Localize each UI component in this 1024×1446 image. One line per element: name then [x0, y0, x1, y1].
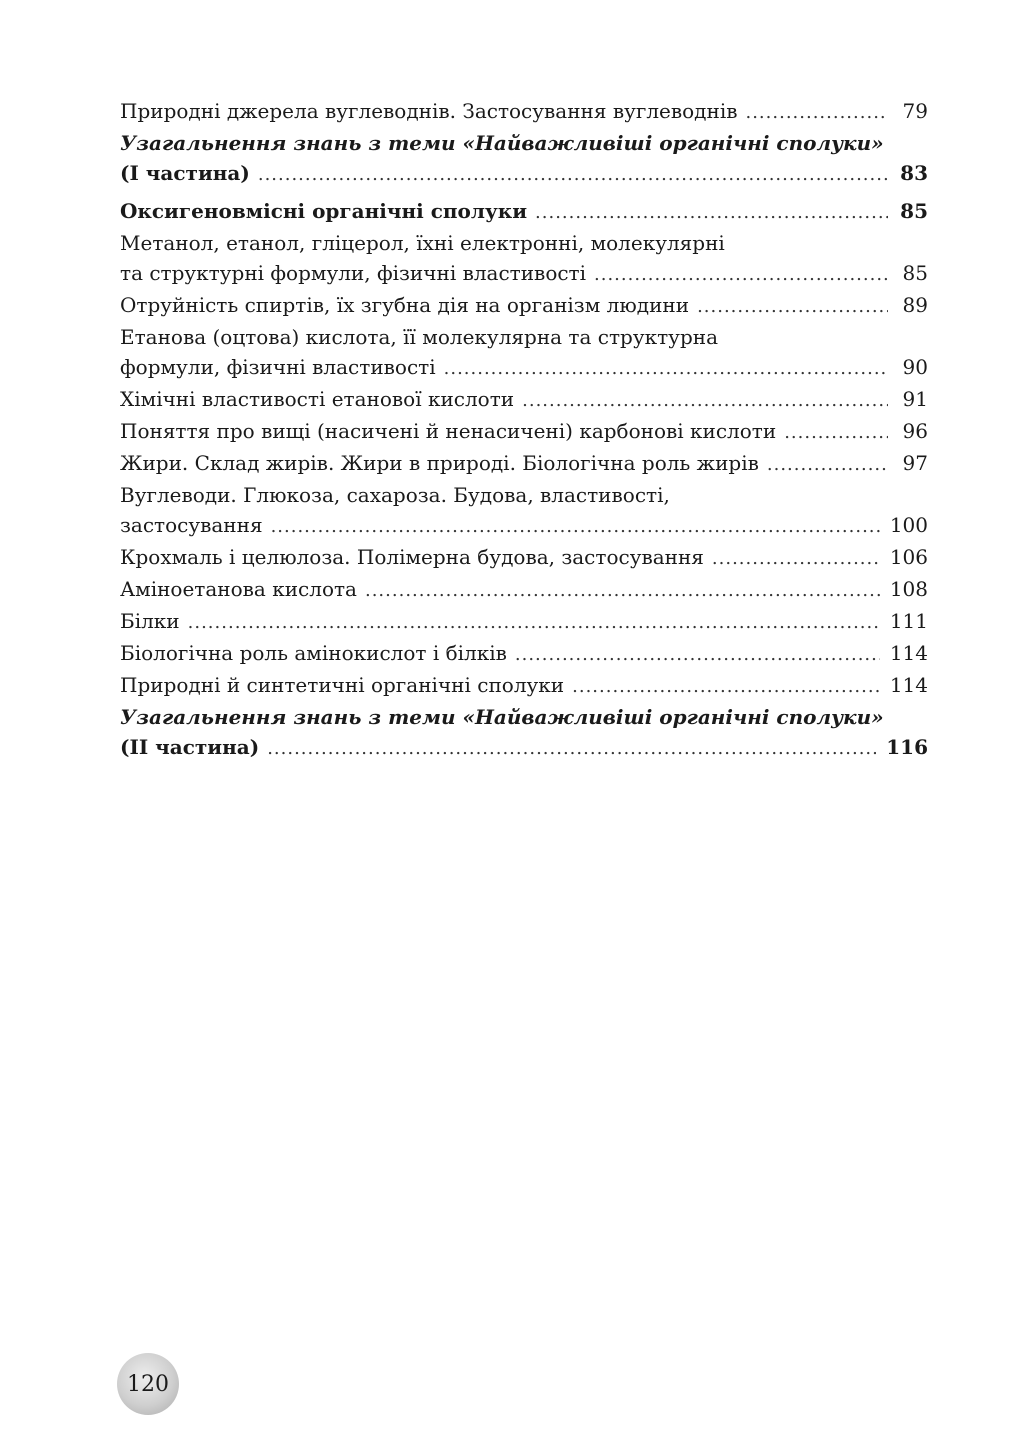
toc-entry-page-number: 85	[900, 199, 928, 223]
toc-entry-final-line	[120, 196, 928, 228]
table-of-contents	[120, 96, 928, 764]
toc-entry-final-line	[120, 384, 928, 416]
toc-entry[interactable]	[120, 196, 928, 228]
toc-entry-page-number: 97	[902, 451, 928, 475]
toc-entry[interactable]	[120, 128, 928, 190]
toc-entry-title-line: Узагальнення знань з теми «Найважливіші органічні сполуки»	[120, 131, 884, 155]
toc-entry-title: Аміноетанова кислота	[120, 577, 357, 601]
toc-entry[interactable]	[120, 542, 928, 574]
toc-entry-final-line	[120, 352, 928, 384]
toc-entry-final-line	[120, 416, 928, 448]
toc-entry-title: Хімічні властивості етанової кислоти	[120, 387, 515, 411]
toc-entry-title-line: Вуглеводи. Глюкоза, сахароза. Будова, властивості,	[120, 483, 670, 507]
toc-entry-title-line: Етанова (оцтова) кислота, її молекулярна та структурна	[120, 325, 718, 349]
toc-entry[interactable]	[120, 638, 928, 670]
toc-entry-page-number: 79	[902, 99, 928, 123]
toc-entry-page-number: 90	[902, 355, 928, 379]
dot-leader	[522, 386, 888, 416]
toc-entry-title: Природні джерела вуглеводнів. Застосування вуглеводнів	[120, 99, 738, 123]
dot-leader	[745, 98, 888, 128]
toc-entry-final-line	[120, 96, 928, 128]
toc-entry[interactable]	[120, 574, 928, 606]
toc-entry-title: та структурні формули, фізичні властивості	[120, 261, 587, 285]
toc-entry-page-number: 114	[889, 641, 928, 665]
toc-entry-final-line	[120, 638, 928, 670]
toc-entry[interactable]	[120, 384, 928, 416]
toc-entry-page-number: 85	[902, 261, 928, 285]
toc-entry-title: Крохмаль і целюлоза. Полімерна будова, застосування	[120, 545, 704, 569]
toc-entry-final-line	[120, 542, 928, 574]
toc-entry-page-number: 116	[886, 735, 928, 759]
toc-entry-title-line: Узагальнення знань з теми «Найважливіші органічні сполуки»	[120, 705, 884, 729]
toc-entry-title: Природні й синтетичні органічні сполуки	[120, 673, 565, 697]
dot-leader	[572, 672, 880, 702]
toc-entry-page-number: 91	[902, 387, 928, 411]
toc-entry-title: Білки	[120, 609, 180, 633]
dot-leader	[515, 640, 880, 670]
toc-entry-title: Поняття про вищі (насичені й ненасичені) карбонові кислоти	[120, 419, 777, 443]
toc-entry-page-number: 114	[889, 673, 928, 697]
toc-entry-title: Оксигеновмісні органічні сполуки	[120, 199, 528, 223]
toc-entry[interactable]	[120, 702, 928, 764]
toc-entry-page-number: 108	[889, 577, 928, 601]
toc-entry-page-number: 89	[902, 293, 928, 317]
dot-leader	[258, 160, 888, 190]
toc-entry[interactable]	[120, 480, 928, 542]
toc-entry-title: (ІІ частина)	[120, 735, 260, 759]
toc-entry-title: (І частина)	[120, 161, 250, 185]
dot-leader	[365, 576, 880, 606]
toc-entry[interactable]	[120, 448, 928, 480]
dot-leader	[767, 450, 888, 480]
toc-entry-title: Жири. Склад жирів. Жири в природі. Біологічна роль жирів	[120, 451, 759, 475]
toc-entry-page-number: 111	[889, 609, 928, 633]
toc-entry-title: формули, фізичні властивості	[120, 355, 436, 379]
toc-entry-title: застосування	[120, 513, 263, 537]
toc-entry-page-number: 100	[889, 513, 928, 537]
toc-entry-final-line	[120, 732, 928, 764]
toc-entry-final-line	[120, 670, 928, 702]
toc-entry-final-line	[120, 258, 928, 290]
toc-entry[interactable]	[120, 228, 928, 290]
dot-leader	[784, 418, 888, 448]
toc-entry[interactable]	[120, 670, 928, 702]
dot-leader	[535, 198, 888, 228]
dot-leader	[188, 608, 880, 638]
toc-entry-final-line	[120, 290, 928, 322]
toc-entry[interactable]	[120, 290, 928, 322]
toc-entry-final-line	[120, 574, 928, 606]
toc-entry[interactable]	[120, 606, 928, 638]
toc-entry-final-line	[120, 606, 928, 638]
dot-leader	[271, 512, 880, 542]
toc-entry-title-line: Метанол, етанол, гліцерол, їхні електронні, молекулярні	[120, 231, 725, 255]
toc-entry-final-line	[120, 448, 928, 480]
toc-entry-page-number: 106	[889, 545, 928, 569]
dot-leader	[444, 354, 888, 384]
dot-leader	[267, 734, 876, 764]
page-number-badge	[117, 1353, 179, 1415]
toc-entry-page-number: 96	[902, 419, 928, 443]
toc-entry[interactable]	[120, 96, 928, 128]
toc-entry[interactable]	[120, 416, 928, 448]
toc-entry-title: Отруйність спиртів, їх згубна дія на організм людини	[120, 293, 690, 317]
toc-entry-final-line	[120, 158, 928, 190]
toc-entry[interactable]	[120, 322, 928, 384]
dot-leader	[712, 544, 880, 574]
toc-entry-page-number: 83	[900, 161, 928, 185]
dot-leader	[594, 260, 888, 290]
toc-entry-title: Біологічна роль амінокислот і білків	[120, 641, 507, 665]
page-number: 120	[127, 1371, 169, 1397]
toc-entry-final-line	[120, 510, 928, 542]
dot-leader	[697, 292, 888, 322]
